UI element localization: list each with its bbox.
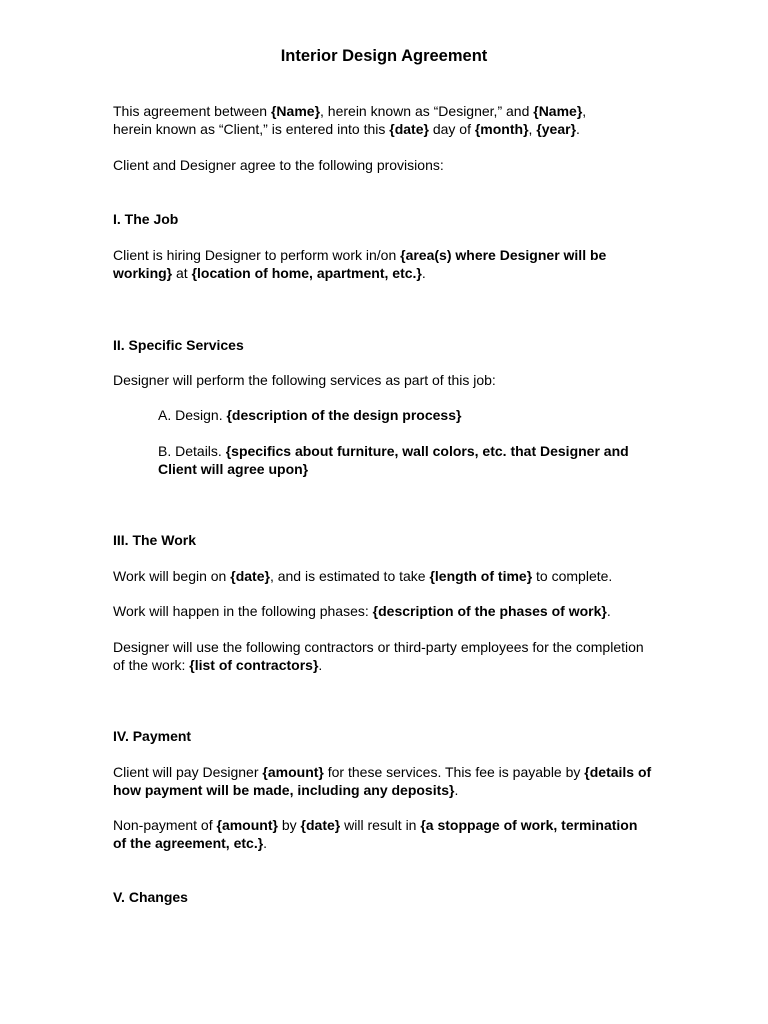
month-placeholder: {month} (474, 121, 529, 137)
job-text: at (172, 265, 192, 281)
non-payment-paragraph (113, 816, 653, 852)
job-paragraph (113, 246, 653, 282)
intro-text: , herein known as “Designer,” and (320, 103, 534, 119)
intro-text: , (528, 121, 537, 137)
work-text: . (606, 603, 611, 619)
document-title: Interior Design Agreement (280, 47, 488, 65)
details-placeholder: {specifics about furniture, wall colors, etc. that Designer and Client will agree upon} (158, 443, 629, 477)
start-date-placeholder: {date} (230, 568, 270, 584)
intro-paragraph (113, 102, 653, 138)
services-intro-paragraph: Designer will perform the following services as part of this job: (113, 372, 496, 388)
payment-text: by (277, 817, 301, 833)
client-name-placeholder: {Name} (533, 103, 583, 119)
intro-text: herein known as “Client,” is entered into this (113, 121, 390, 137)
payment-text: . (454, 782, 459, 798)
work-start-paragraph (113, 567, 653, 585)
payment-text: Client will pay Designer (113, 764, 263, 780)
job-text: Client is hiring Designer to perform work in/on (113, 247, 401, 263)
agree-paragraph: Client and Designer agree to the following provisions: (113, 157, 444, 173)
payment-details-placeholder: {details of how payment will be made, including any deposits} (113, 764, 652, 798)
work-text: to complete. (532, 568, 613, 584)
payment-text: . (263, 835, 268, 851)
intro-text: . (576, 121, 580, 137)
section-heading-changes: V. Changes (113, 889, 188, 905)
payment-text: will result in (340, 817, 421, 833)
intro-text: day of (428, 121, 475, 137)
designer-name-placeholder: {Name} (270, 103, 321, 119)
services-item-label: B. Details. (158, 443, 226, 459)
work-text: Work will begin on (113, 568, 231, 584)
payment-text: Non-payment of (113, 817, 217, 833)
section-heading-work: III. The Work (113, 532, 196, 548)
amount-placeholder: {amount} (216, 817, 278, 833)
area-placeholder: {area(s) where Designer will be working} (113, 247, 607, 281)
job-text: . (421, 265, 426, 281)
intro-text: This agreement between (113, 103, 271, 119)
work-contractors-paragraph (113, 638, 653, 674)
section-heading-payment: IV. Payment (113, 728, 192, 744)
section-heading-job: I. The Job (113, 211, 179, 227)
due-date-placeholder: {date} (300, 817, 341, 833)
work-text: , and is estimated to take (269, 568, 430, 584)
phases-placeholder: {description of the phases of work} (372, 603, 607, 619)
payment-paragraph (113, 763, 653, 799)
design-process-placeholder: {description of the design process} (226, 407, 462, 423)
services-item-label: A. Design. (158, 407, 227, 423)
work-text: Designer will use the following contractors or third-party employees for the completion of the work: (113, 639, 644, 673)
payment-text: for these services. This fee is payable by (323, 764, 585, 780)
work-phases-paragraph (113, 602, 653, 620)
amount-placeholder: {amount} (262, 764, 324, 780)
contractors-placeholder: {list of contractors} (189, 657, 319, 673)
year-placeholder: {year} (536, 121, 577, 137)
services-item-design (158, 406, 653, 424)
consequence-placeholder: {a stoppage of work, termination of the agreement, etc.} (113, 817, 638, 851)
work-text: . (318, 657, 323, 673)
location-placeholder: {location of home, apartment, etc.} (191, 265, 422, 281)
date-placeholder: {date} (389, 121, 429, 137)
duration-placeholder: {length of time} (429, 568, 533, 584)
intro-text: , (582, 103, 587, 119)
section-heading-services: II. Specific Services (113, 337, 244, 353)
work-text: Work will happen in the following phases: (113, 603, 373, 619)
services-item-details (158, 442, 653, 478)
